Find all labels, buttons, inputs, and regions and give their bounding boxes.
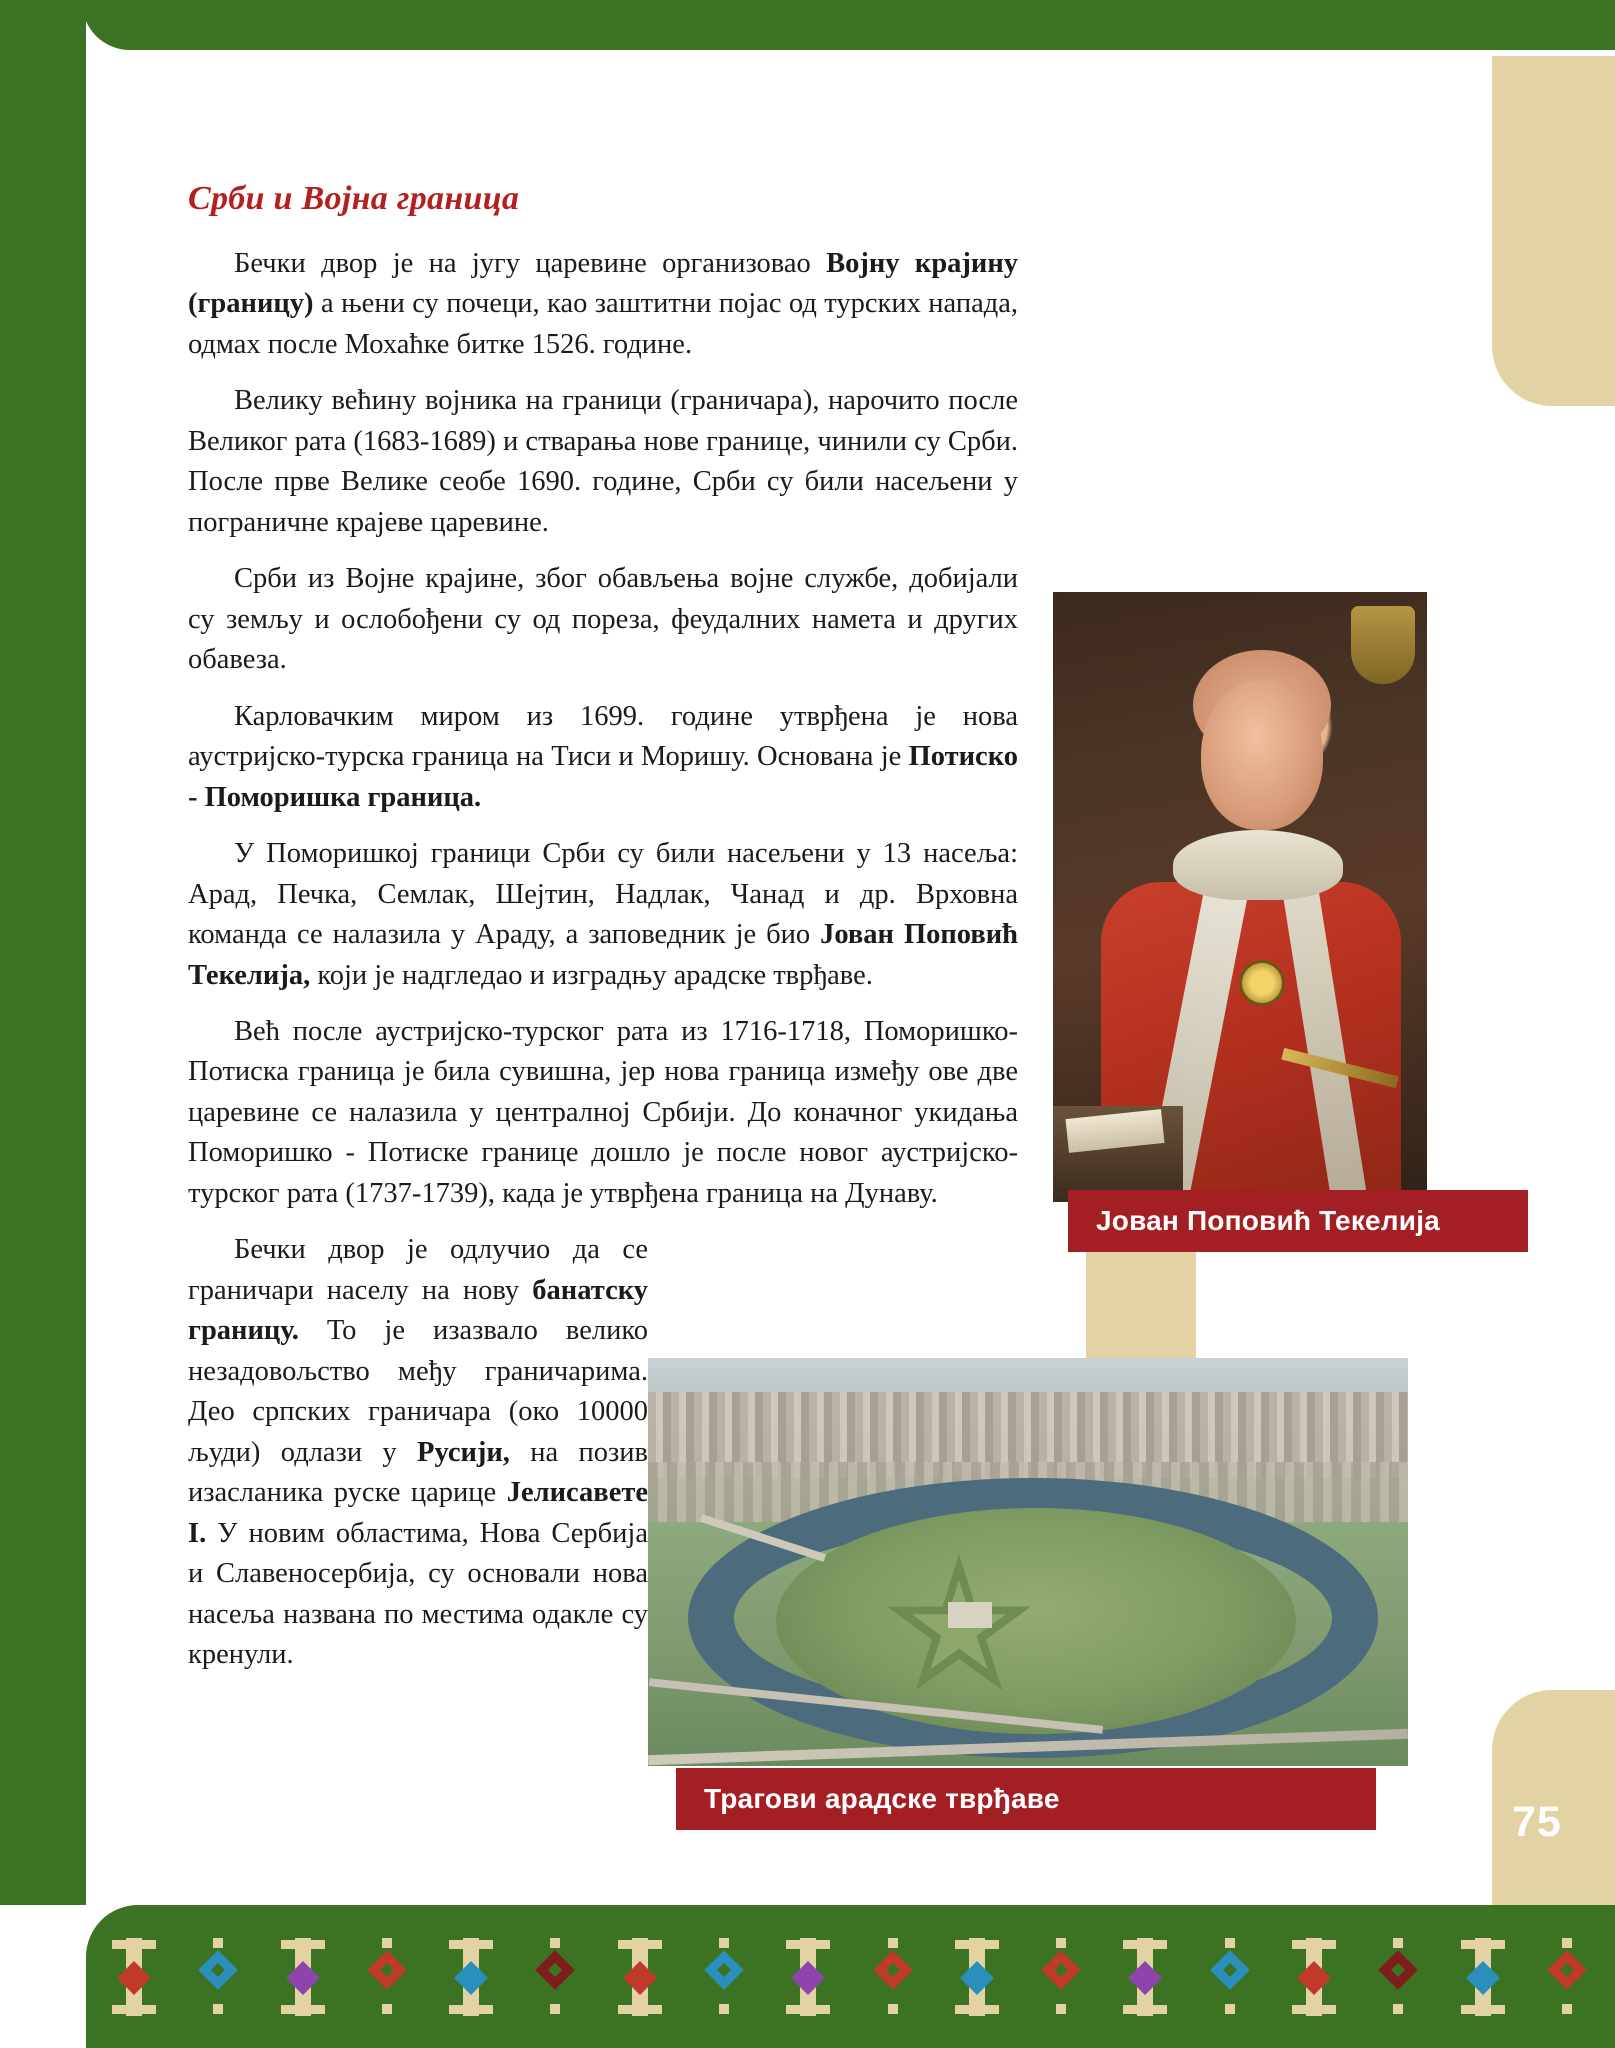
text-run: на позив изасланика руске царице [188, 1436, 648, 1509]
paragraph-6 [188, 1012, 1018, 1214]
paragraph-3 [188, 559, 1018, 680]
footer-ornament-motif [782, 1938, 834, 2016]
text-run: Срби из Војне крајине, због обављења војне службе, добијали су земљу и ослобођени су од пореза, феудалних намета и других обавеза. [188, 563, 1018, 676]
paragraph-7 [188, 1230, 648, 1675]
emphasis-text: Јован Поповић Текелија, [188, 919, 1018, 991]
page-frame-top-bar [82, 0, 1615, 50]
footer-ornament-motif [361, 1938, 413, 2016]
ornament-row [86, 1927, 1615, 2027]
text-run: У новим областима, Нова Сербија и Славеносербија, су основали нова насеља названа по местима одакле су кренули. [188, 1517, 648, 1670]
figure-arad-fortress [648, 1358, 1408, 1766]
emphasis-text: Војну крајину (границу) [188, 248, 1019, 320]
portrait-face [1201, 680, 1323, 830]
footer-ornament-motif [1457, 1938, 1509, 2016]
footer-ornament-motif [951, 1938, 1003, 2016]
footer-ornament-motif [698, 1938, 750, 2016]
text-run: Велику већину војника на граници (граничара), нарочито после Великог рата (1683-1689) и стварања нове границе, чинили су Срби. После прве Велике сеобе 1690. године, Срби су били насељени у пограничне крајеве царевине. [188, 385, 1018, 538]
portrait-collar [1173, 830, 1343, 900]
footer-ornament-motif [867, 1938, 919, 2016]
page-frame-left-edge [0, 0, 86, 1905]
text-run: а њени су почеци, као заштитни појас од турских напада, одмах после Мохаћке битке 1526. године. [188, 288, 1018, 360]
footer-ornament-motif [614, 1938, 666, 2016]
page-footer-ornament-band [86, 1905, 1615, 2048]
footer-ornament-motif [1541, 1938, 1593, 2016]
footer-ornament-motif [1288, 1938, 1340, 2016]
footer-ornament-motif [1035, 1938, 1087, 2016]
text-run: У Поморишкој граници Срби су били насељени у 13 насеља: Арад, Печка, Семлак, Шејтин, Надлак, Чанад и др. Врховна команда се налазила у Араду, а заповедник је био [188, 838, 1018, 951]
emphasis-text: банатску границу. [188, 1274, 648, 1347]
footer-ornament-motif [192, 1938, 244, 2016]
footer-ornament-motif [1204, 1938, 1256, 2016]
footer-ornament-motif [529, 1938, 581, 2016]
page-title: Срби и Војна граница [188, 180, 520, 217]
portrait-image [1053, 592, 1427, 1202]
text-run: Бечки двор је одлучио да се граничари населу на нову [188, 1234, 648, 1306]
footer-ornament-motif [108, 1938, 160, 2016]
footer-ornament-motif [277, 1938, 329, 2016]
footer-ornament-motif [445, 1938, 497, 2016]
footer-ornament-motif [1372, 1938, 1424, 2016]
footer-ornament-motif [1119, 1938, 1171, 2016]
paragraph-5 [188, 834, 1018, 996]
figure-portrait-tekelija [1053, 592, 1427, 1202]
page-number: 75 [1512, 1798, 1562, 1846]
paragraph-1 [188, 244, 1018, 365]
text-run: који је надгледао и изградњу арадске тврђаве. [310, 959, 873, 991]
emphasis-text: Јелисавете I. [188, 1477, 648, 1549]
text-run: Карловачким миром из 1699. године утврђена је нова аустријско-турска граница на Тиси и Моришу. Основана је [188, 700, 1018, 773]
caption-portrait: Јован Поповић Текелија [1068, 1190, 1528, 1252]
paragraph-4 [188, 697, 1018, 818]
text-run: Бечки двор је на југу царевине организовао [234, 248, 827, 279]
emphasis-text: Потиско - Поморишка граница. [188, 741, 1018, 813]
text-run: Већ после аустријско-турског рата из 1716-1718, Поморишко-Потиска граница је била сувишна, јер нова граница између ове две царевине се налазила у централној Србији. До коначног укидања Поморишко - Потиске границе дошло је после новог аустријско- турског рата (1737-1739), када је утврђена граница на Дунаву. [188, 1015, 1018, 1209]
emphasis-text: Русији, [417, 1436, 510, 1468]
coat-of-arms-decoration [1351, 606, 1415, 684]
page-decor-top-right [1492, 56, 1615, 406]
portrait-medal [1239, 960, 1285, 1006]
paragraph-2 [188, 381, 1018, 543]
fortress-building [948, 1602, 992, 1628]
caption-fortress: Трагови арадске тврђаве [676, 1768, 1376, 1830]
text-run: То је изазвало велико незадовољство међу граничарима. Део српских граничара (око 10000 људи) одлази у [188, 1315, 648, 1468]
